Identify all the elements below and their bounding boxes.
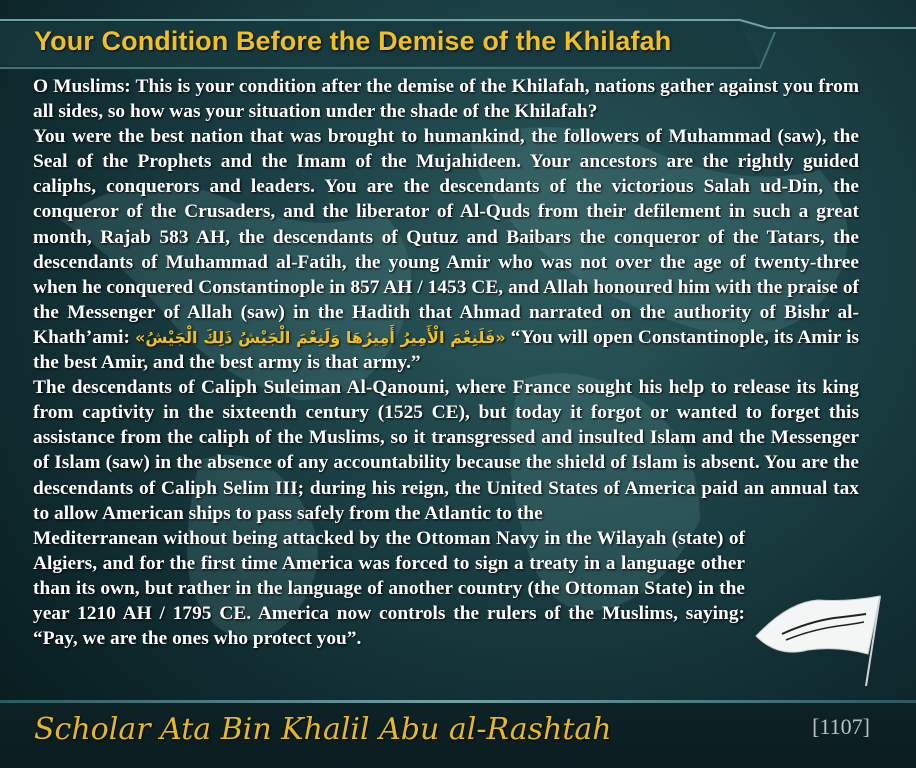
page-title: Your Condition Before the Demise of the Khilafah (34, 26, 672, 56)
paragraph-ancestors (33, 124, 859, 375)
issue-number: [1107] (812, 714, 870, 739)
paragraph-intro: O Muslims: This is your condition after the demise of the Khilafah, nations gather against you from all sides, so how was your situation under the shade of the Khilafah? (33, 76, 859, 123)
quote-translation: “You will open Constantinople, its Amir is the best Amir, and the best army is that army.” (33, 326, 859, 374)
footer-divider (0, 700, 916, 703)
arabic-hadith-quote: «فَلَنِعْمَ الْأَمِيرُ أَمِيرُهَا وَلَنِعْمَ الْجَيْشُ ذَلِكَ الْجَيْشُ» (135, 327, 506, 347)
paragraph-ancestors-text: You were the best nation that was brought to humankind, the followers of Muhammad (saw), the Seal of the Prophets and the Imam of the Mujahideen. Your ancestors are the rightly guided caliphs, conquerors and leaders. You are the descendants of the victorious Salah ud-Din, the conqueror of the Crusaders, and the liberator of Al-Quds from their defilement in such a great month, Rajab 583 AH, the descendants of Qutuz and Baibars the conqueror of the Tatars, the descendants of Muhammad al-Fatih, the young Amir who was not over the age of twenty-three when he conquered Constantinople in 857 AH / 1453 CE, and Allah honoured him with the praise of the Messenger of Allah (saw) in the Hadith that Ahmad narrated on the authority of Bishr al-Khath’ami: (33, 126, 859, 348)
author-signature: Scholar Ata Bin Khalil Abu al-Rashtah (34, 712, 612, 747)
article-body (33, 74, 859, 651)
white-flag-icon (748, 588, 898, 688)
paragraph-descendants-wide: The descendants of Caliph Suleiman Al-Qanouni, where France sought his help to release its king from captivity in the sixteenth century (1525 CE), but today it forgot or wanted to forget this assistance from the caliph of the Muslims, so it transgressed and insulted Islam and the Messenger of Islam (saw) in the absence of any accountability because the shield of Islam is absent. You are the descendants of Caliph Selim III; during his reign, the United States of America paid an annual tax to allow American ships to pass safely from the Atlantic to the (33, 377, 859, 524)
paragraph-descendants-narrow: Mediterranean without being attacked by the Ottoman Navy in the Wilayah (state) of Algiers, and for the first time America was forced to sign a treaty in a language other than its own, but rather in the language of another country (the Ottoman State) in the year 1210 AH / 1795 CE. America now controls the rulers of the Muslims, saying: “Pay, we are the ones who protect you”. (33, 527, 745, 650)
